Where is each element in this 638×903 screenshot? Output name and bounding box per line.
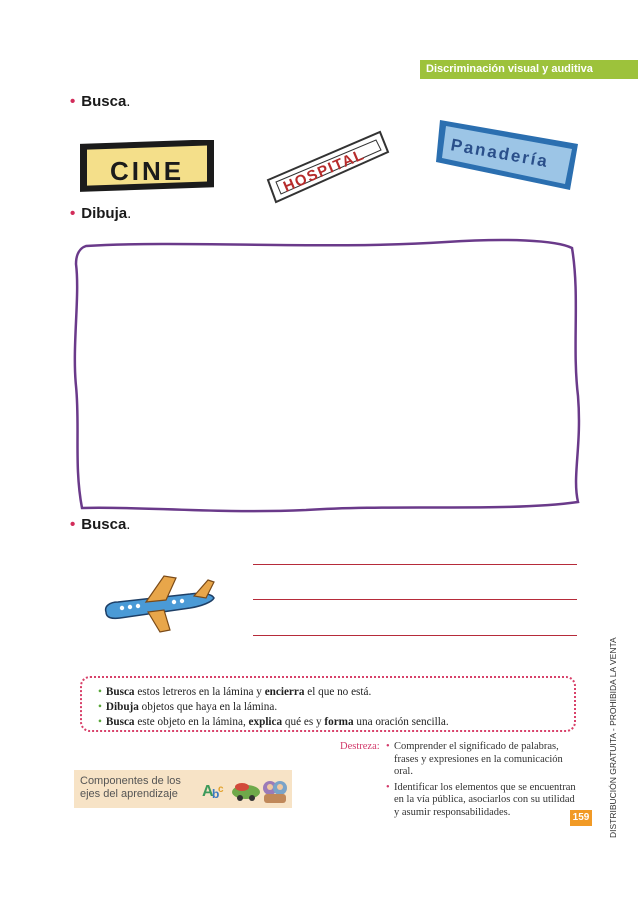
people-icon bbox=[263, 781, 287, 803]
instruction-busca-1 bbox=[70, 93, 130, 110]
cine-sign bbox=[78, 140, 218, 196]
bullet-icon: • bbox=[70, 205, 76, 222]
cine-sign-text: CINE bbox=[109, 156, 185, 186]
section-title-banner: Discriminación visual y auditiva bbox=[420, 60, 638, 79]
note-verb: encierra bbox=[264, 686, 305, 698]
bullet-icon: • bbox=[98, 701, 102, 713]
svg-text:b: b bbox=[212, 787, 220, 801]
bullet-icon: • bbox=[70, 93, 76, 110]
bullet-icon: • bbox=[98, 686, 102, 698]
answer-line-2[interactable] bbox=[253, 599, 577, 600]
destreza-list bbox=[386, 741, 578, 822]
instruction-period: . bbox=[126, 516, 131, 533]
note-text: una oración sencilla. bbox=[353, 716, 449, 728]
note-verb: Busca bbox=[105, 716, 135, 728]
bullet-icon: • bbox=[98, 716, 102, 728]
airplane-illustration bbox=[98, 572, 218, 634]
note-verb: forma bbox=[324, 716, 354, 728]
hospital-sign-text: HOSPITAL bbox=[280, 146, 368, 196]
panaderia-sign-text: Panadería bbox=[449, 135, 551, 172]
note-text: estos letreros en la lámina y bbox=[134, 686, 265, 698]
note-text: este objeto en la lámina, bbox=[134, 716, 249, 728]
transport-icon bbox=[232, 783, 260, 801]
components-label: Componentes de los ejes del aprendizaje bbox=[80, 775, 181, 800]
note-text: el que no está. bbox=[304, 686, 372, 698]
note-text: qué es y bbox=[282, 716, 325, 728]
answer-line-3[interactable] bbox=[253, 635, 577, 636]
instruction-dibuja bbox=[70, 205, 131, 222]
instruction-label: Busca bbox=[81, 516, 127, 533]
answer-line-1[interactable] bbox=[253, 564, 577, 565]
bullet-icon: • bbox=[70, 516, 76, 533]
instruction-label: Busca bbox=[81, 93, 127, 110]
note-verb: explica bbox=[248, 716, 283, 728]
abc-icon bbox=[199, 776, 227, 804]
instruction-period: . bbox=[126, 93, 131, 110]
teacher-note-2 bbox=[98, 700, 574, 715]
svg-text:A: A bbox=[202, 783, 214, 800]
page-number: 159 bbox=[570, 810, 592, 826]
svg-text:c: c bbox=[218, 784, 224, 795]
note-text: objetos que haya en la lámina. bbox=[138, 701, 278, 713]
drawing-area[interactable] bbox=[66, 236, 584, 516]
instruction-busca-2 bbox=[70, 516, 130, 533]
teacher-note-3 bbox=[98, 715, 574, 730]
destreza-item: • Comprender el significado de palabras, frases y expresiones en la comunicación oral. bbox=[386, 741, 578, 779]
panaderia-sign bbox=[434, 114, 584, 194]
teacher-note-1 bbox=[98, 685, 574, 700]
teacher-notes-box bbox=[80, 676, 576, 732]
note-verb: Busca bbox=[105, 686, 135, 698]
note-verb: Dibuja bbox=[105, 701, 139, 713]
hospital-sign bbox=[262, 118, 394, 210]
instruction-label: Dibuja bbox=[81, 205, 128, 222]
destreza-item: • Identificar los elementos que se encuentran en la vía pública, asociarlos con su utilidad y asumir responsabilidades. bbox=[386, 782, 578, 820]
components-icons bbox=[198, 774, 292, 806]
destreza-label: Destreza: bbox=[340, 741, 380, 752]
distribution-notice: DISTRIBUCIÓN GRATUITA - PROHIBIDA LA VENTA bbox=[608, 637, 618, 838]
instruction-period: . bbox=[127, 205, 132, 222]
